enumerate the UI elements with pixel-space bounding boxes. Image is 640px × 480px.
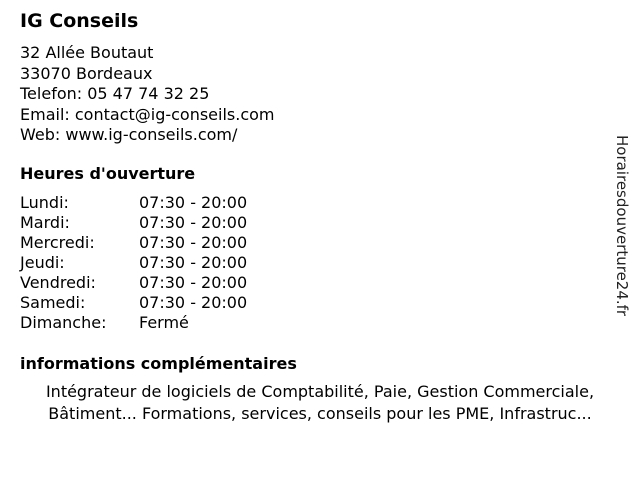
hours-row-wednesday xyxy=(20,233,320,253)
time-range: 07:30 - 20:00 xyxy=(139,233,248,252)
business-name: IG Conseils xyxy=(20,10,139,32)
web-line: Web: www.ig-conseils.com/ xyxy=(20,125,238,144)
hours-row-friday xyxy=(20,273,320,293)
hours-row-saturday xyxy=(20,293,320,313)
time-range: 07:30 - 20:00 xyxy=(139,213,248,232)
time-range: 07:30 - 20:00 xyxy=(139,293,248,312)
day-label: Lundi: xyxy=(20,193,69,212)
opening-hours-table xyxy=(20,193,320,333)
hours-row-sunday xyxy=(20,313,320,333)
day-label: Mercredi: xyxy=(20,233,95,252)
time-range: 07:30 - 20:00 xyxy=(139,273,248,292)
info-line: Intégrateur de logiciels de Comptabilité, Paie, Gestion Commerciale, xyxy=(45,382,595,401)
watermark-site-label: Horairesdouverture24.fr xyxy=(613,135,631,317)
address-city: 33070 Bordeaux xyxy=(20,63,153,83)
day-label: Jeudi: xyxy=(20,253,65,272)
day-label: Mardi: xyxy=(20,213,70,232)
day-label: Dimanche: xyxy=(20,313,107,332)
hours-row-thursday xyxy=(20,253,320,273)
time-range: Fermé xyxy=(139,313,189,332)
info-line: Bâtiment... Formations, services, conseils pour les PME, Infrastruc... xyxy=(48,404,592,423)
additional-info-text xyxy=(0,381,640,425)
hours-row-monday xyxy=(20,193,320,213)
time-range: 07:30 - 20:00 xyxy=(139,193,248,212)
time-range: 07:30 - 20:00 xyxy=(139,253,248,272)
address-street: 32 Allée Boutaut xyxy=(20,43,154,62)
contact-block xyxy=(20,43,275,146)
day-label: Samedi: xyxy=(20,293,86,312)
phone-line: Telefon: 05 47 74 32 25 xyxy=(20,84,210,103)
opening-hours-heading: Heures d'ouverture xyxy=(20,164,196,183)
email-line: Email: contact@ig-conseils.com xyxy=(20,104,275,124)
day-label: Vendredi: xyxy=(20,273,96,292)
hours-row-tuesday xyxy=(20,213,320,233)
additional-info-heading: informations complémentaires xyxy=(20,354,297,373)
